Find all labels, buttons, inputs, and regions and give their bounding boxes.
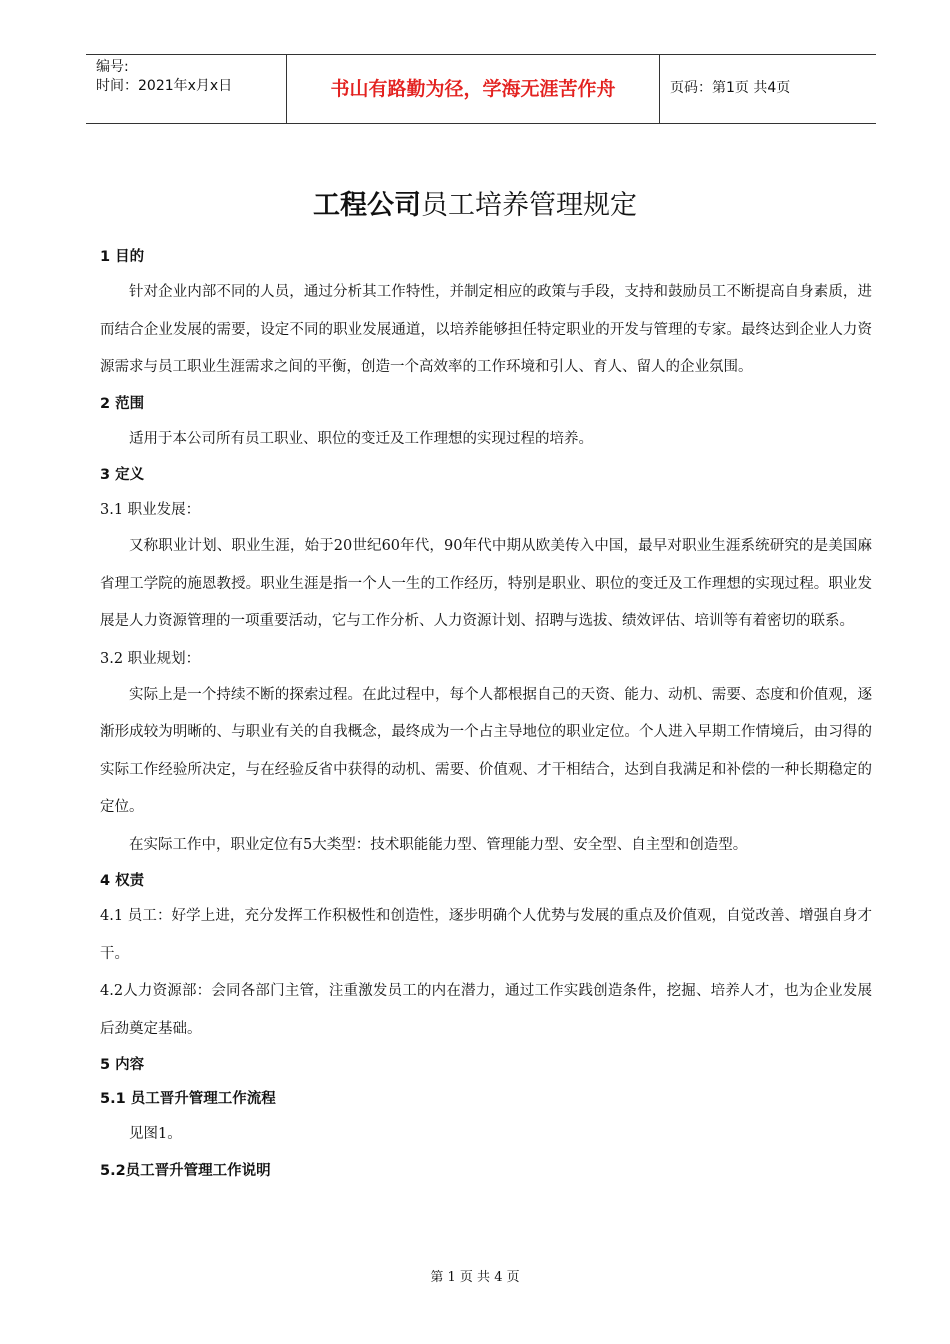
document-number-label: 编号: xyxy=(96,59,129,75)
page-footer: 第 1 页 共 4 页 xyxy=(430,1270,520,1285)
section-3-2-label: 3.2 职业规划： xyxy=(100,650,201,667)
section-5-heading: 5 内容 xyxy=(100,1057,145,1073)
document-title xyxy=(0,186,950,226)
section-3-1-paragraph: 又称职业计划、职业生涯，始于20世纪60年代，90年代中期从欧美传入中国，最早对职业生涯系统研究的是美国麻省理工学院的施恩教授。职业生涯是指一个人一生的工作经历，特别是职业、职位的变迁及工作理想的实现过程。职业发展是人力资源管理的一项重要活动，它与工作分析、人力资源计划、招聘与选拔、绩效评估、培训等有着密切的联系。 xyxy=(100,538,872,629)
section-4-heading: 4 权责 xyxy=(100,873,145,889)
page-header xyxy=(86,54,876,124)
section-5-1-heading: 5.1 员工晋升管理工作流程 xyxy=(100,1091,276,1107)
section-4-1-paragraph: 4.1 员工：好学上进，充分发挥工作积极性和创造性，逐步明确个人优势与发展的重点及价值观，自觉改善、增强自身才干。 xyxy=(100,908,872,962)
section-5-1-paragraph: 见图1。 xyxy=(129,1126,182,1142)
section-1-heading: 1 目的 xyxy=(100,249,145,265)
section-3-heading: 3 定义 xyxy=(100,467,145,483)
header-right-cell xyxy=(660,55,876,123)
section-2-heading: 2 范围 xyxy=(100,395,145,412)
header-left-cell xyxy=(86,55,287,123)
section-1-paragraph: 针对企业内部不同的人员，通过分析其工作特性，并制定相应的政策与手段，支持和鼓励员工不断提高自身素质，进而结合企业发展的需要，设定不同的职业发展通道，以培养能够担任特定职业的开发与管理的专家。最终达到企业人力资源需求与员工职业生涯需求之间的平衡，创造一个高效率的工作环境和引人、育人、留人的企业氛围。 xyxy=(100,284,872,375)
section-5-2-heading: 5.2员工晋升管理工作说明 xyxy=(100,1162,271,1179)
header-middle-cell xyxy=(287,55,660,123)
document-time-label: 时间：2021年x月x日 xyxy=(96,78,233,94)
document-body xyxy=(100,240,872,1188)
section-3-2-paragraph-types: 在实际工作中，职业定位有5大类型：技术职能能力型、管理能力型、安全型、自主型和创造型。 xyxy=(129,836,748,853)
section-3-1-label: 3.1 职业发展： xyxy=(100,502,201,518)
header-motto: 书山有路勤为径，学海无涯苦作舟 xyxy=(330,78,616,100)
title-subject: 员工培养管理规定 xyxy=(421,190,637,221)
section-2-paragraph: 适用于本公司所有员工职业、职位的变迁及工作理想的实现过程的培养。 xyxy=(129,430,593,447)
title-company: 工程公司 xyxy=(313,190,421,221)
header-page-number: 页码：第1页 共4页 xyxy=(670,80,791,96)
section-3-2-paragraph: 实际上是一个持续不断的探索过程。在此过程中，每个人都根据自己的天资、能力、动机、需要、态度和价值观，逐渐形成较为明晰的、与职业有关的自我概念，最终成为一个占主导地位的职业定位。个人进入早期工作情境后，由习得的实际工作经验所决定，与在经验反省中获得的动机、需要、价值观、才干相结合，达到自我满足和补偿的一种长期稳定的定位。 xyxy=(100,686,872,815)
section-4-2-paragraph: 4.2人力资源部：会同各部门主管，注重激发员工的内在潜力，通过工作实践创造条件，挖掘、培养人才，也为企业发展后劲奠定基础。 xyxy=(100,983,872,1037)
